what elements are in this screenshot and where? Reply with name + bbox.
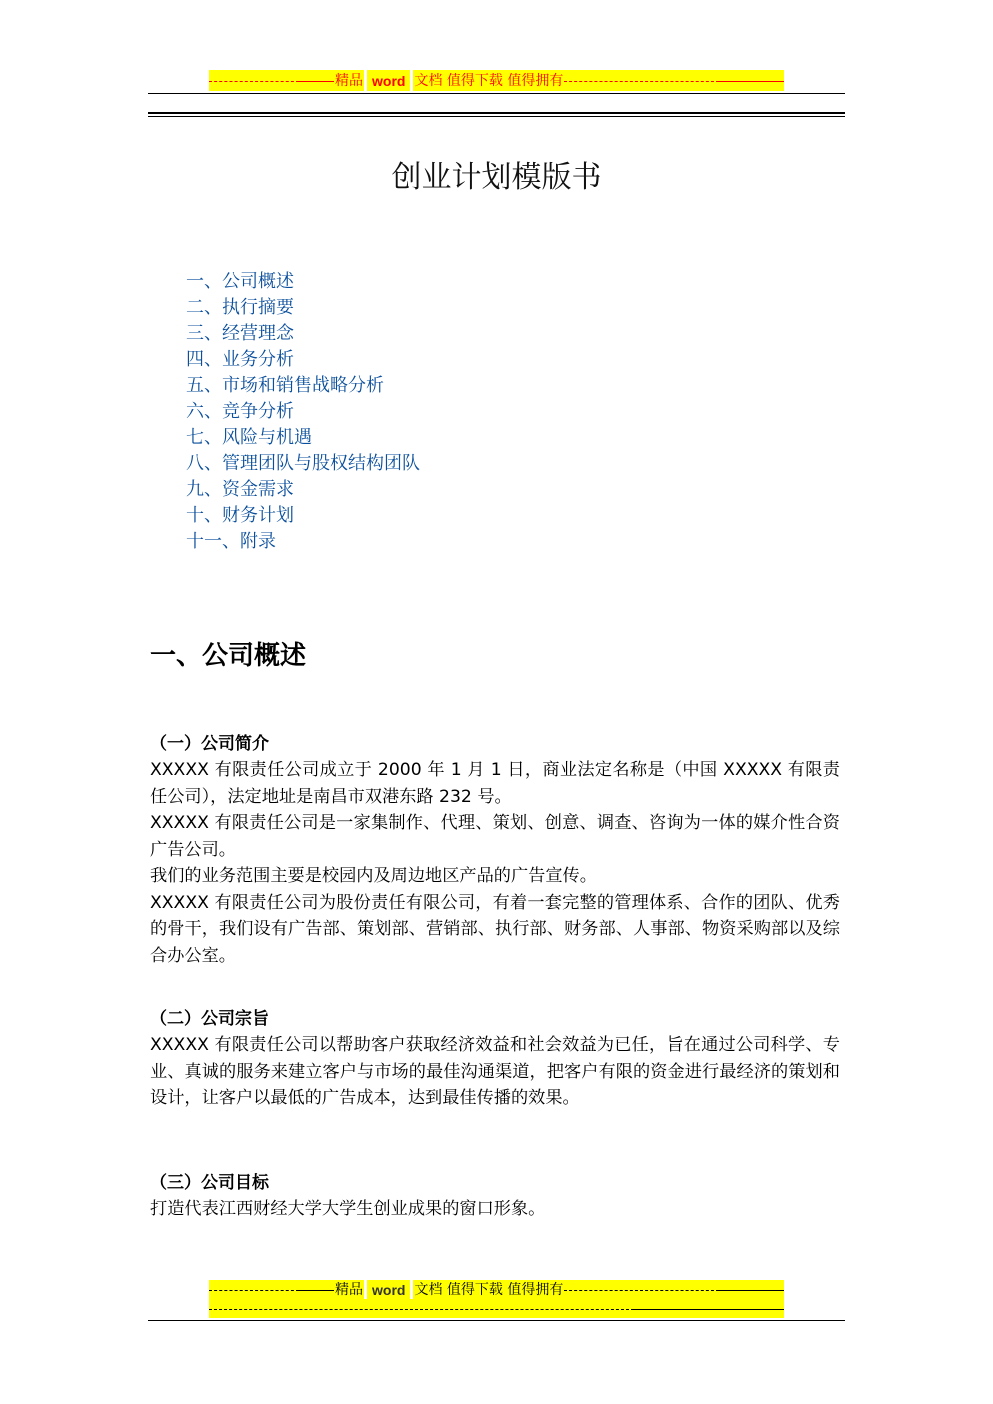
subsection-heading: （二）公司宗旨 — [150, 1009, 269, 1029]
toc-item[interactable]: 十、财务计划 — [186, 505, 294, 526]
header-double-rule-top — [148, 112, 845, 114]
toc-item[interactable]: 十一、附录 — [186, 531, 276, 552]
subsection-heading: （三）公司目标 — [150, 1173, 269, 1193]
banner-word: word — [369, 71, 408, 91]
toc-item[interactable]: 一、公司概述 — [186, 271, 294, 292]
paragraph: XXXXX 有限责任公司为股份责任有限公司，有着一套完整的管理体系、合作的团队、优秀的骨干，我们设有广告部、策划部、营销部、执行部、财务部、人事部、物资采购部以及综合办公室。 — [150, 892, 840, 966]
paragraph: XXXXX 有限责任公司成立于 2000 年 1 月 1 日，商业法定名称是（中国 XXXXX 有限责任公司），法定地址是南昌市双港东路 232 号。 — [150, 760, 840, 807]
subsection-company-goal — [150, 1170, 840, 1223]
subsection-company-intro — [150, 731, 840, 969]
banner-suffix: 文档 值得下载 值得拥有 — [414, 72, 564, 89]
toc-item[interactable]: 六、竞争分析 — [186, 401, 294, 422]
banner-dashes-left — [209, 1290, 299, 1291]
paragraph: XXXXX 有限责任公司以帮助客户获取经济效益和社会效益为已任，旨在通过公司科学、专业、真诚的服务来建立客户与市场的最佳沟通渠道，把客户有限的资金进行最经济的策划和设计，让客户以最低的广告成本，达到最佳传播的效果。 — [150, 1035, 840, 1108]
banner-gap — [364, 70, 367, 91]
paragraph: 我们的业务范围主要是校园内及周边地区产品的广告宣传。 — [150, 866, 597, 886]
banner-prefix: 精品 — [335, 1281, 363, 1298]
subsection-company-mission — [150, 1006, 840, 1112]
toc-item[interactable]: 二、执行摘要 — [186, 297, 294, 318]
header-double-rule-bottom — [148, 116, 845, 117]
toc-item[interactable]: 七、风险与机遇 — [186, 427, 312, 448]
banner-line — [634, 1309, 784, 1310]
banner-dashes — [209, 1309, 634, 1310]
document-title: 创业计划模版书 — [391, 160, 602, 195]
subsection-heading: （一）公司简介 — [150, 734, 269, 754]
toc-item[interactable]: 五、市场和销售战略分析 — [186, 375, 384, 396]
toc-item[interactable]: 三、经营理念 — [186, 323, 294, 344]
banner-prefix: 精品 — [335, 72, 363, 89]
table-of-contents — [186, 269, 420, 555]
banner-line-right — [719, 81, 784, 82]
toc-item[interactable]: 八、管理团队与股权结构团队 — [186, 453, 420, 474]
banner-suffix: 文档 值得下载 值得拥有 — [414, 1281, 564, 1298]
header-banner — [209, 70, 784, 91]
banner-dashes-left — [209, 81, 299, 82]
toc-item[interactable]: 九、资金需求 — [186, 479, 294, 500]
banner-line-left — [299, 1290, 334, 1291]
paragraph: XXXXX 有限责任公司是一家集制作、代理、策划、创意、调查、咨询为一体的媒介性合资广告公司。 — [150, 813, 840, 860]
banner-gap — [364, 1280, 367, 1299]
paragraph: 打造代表江西财经大学大学生创业成果的窗口形象。 — [150, 1199, 546, 1219]
banner-line-left — [299, 81, 334, 82]
banner-line-right — [719, 1290, 784, 1291]
footer-banner-row — [209, 1299, 784, 1318]
banner-dashes-right — [564, 81, 719, 82]
banner-dashes-right — [564, 1290, 719, 1291]
footer-banner — [209, 1280, 784, 1318]
toc-item[interactable]: 四、业务分析 — [186, 349, 294, 370]
header-rule — [148, 93, 845, 94]
footer-rule — [148, 1320, 845, 1321]
footer-banner-row — [209, 1280, 784, 1299]
banner-word: word — [369, 1280, 408, 1300]
section-heading: 一、公司概述 — [150, 641, 307, 671]
